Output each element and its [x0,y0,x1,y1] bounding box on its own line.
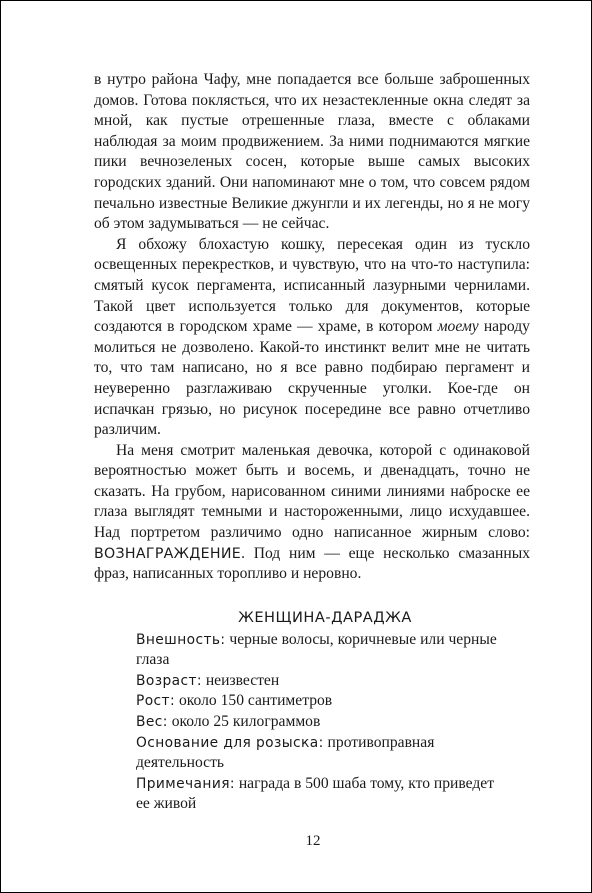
field-label: Вес: [136,713,168,730]
paragraph-3-part-a: На меня смотрит маленькая девочка, которой с одинаковой вероятностью может быть и восемь, и двенадцать, точно не сказать. На грубом, нарисованном синими линиями наброске ее глаза выглядят темными и настороженными, лицо исхудавшее. Над портретом различимо одно написанное жирным слово: [94,441,530,542]
field-value: черные волосы, коричневые или черные глаза [136,630,497,669]
poster-field-height [136,691,506,712]
field-value: около 150 сантиметров [175,692,333,710]
field-value: противоправная деятельность [136,733,435,772]
emphasis-word: моему [437,318,479,336]
field-label: Внешность: [136,631,226,648]
field-label: Основание для розыска: [136,734,324,751]
paragraph-3 [94,441,530,585]
field-value: награда в 500 шаба тому, кто приведет ее живой [136,774,495,813]
paragraph-2 [94,235,530,441]
poster-field-appearance [136,630,506,671]
wanted-poster-text [136,608,506,815]
page-number: 12 [305,833,321,849]
reward-word: ВОЗНАГРАЖДЕНИЕ [94,545,242,562]
poster-field-age [136,671,506,692]
paragraph-2-part-a: Я обхожу блохастую кошку, пересекая один из тускло освещенных перекрестков, и чувствую, что на что-то наступила: смятый кусок пергамента, исписанный лазурными чернилами. Такой цвет используется только для документов, которые создаются в городском храме — храме, в котором [94,235,530,336]
paragraph-1: в нутро района Чафу, мне попадается все больше заброшенных домов. Готова поклясться, что их незастекленные окна следят за мной, как пустые отрешенные глаза, вместе с облаками наблюдая за моим продвижением. За ними поднимаются мягкие пики вечнозеленых сосен, которые выше самых высоких городских зданий. Они напоминают мне о том, что совсем рядом печально известные Великие джунгли и их легенды, но я не могу об этом задумываться — не сейчас. [94,71,530,233]
poster-title: ЖЕНЩИНА-ДАРАДЖА [238,609,412,626]
field-value: около 25 килограммов [167,712,321,730]
poster-field-grounds [136,733,506,774]
field-label: Рост: [136,693,176,710]
body-text [94,70,530,585]
paragraph-3-part-b: . Под ним — еще несколько смазанных фраз, написанных торопливо и неровно. [94,544,530,583]
poster-field-notes [136,774,506,815]
field-label: Примечания: [136,775,235,792]
poster-field-weight [136,712,506,733]
paragraph-2-part-b: народу молиться не дозволено. Какой-то инстинкт велит мне не читать то, что там написано, но я все равно подбираю пергамент и неуверенно разглаживаю скрученные уголки. Кое-где он испачкан грязью, но рисунок посередине все равно отчетливо различим. [94,318,530,439]
field-value: неизвестен [201,671,280,689]
field-label: Возраст: [136,672,202,689]
